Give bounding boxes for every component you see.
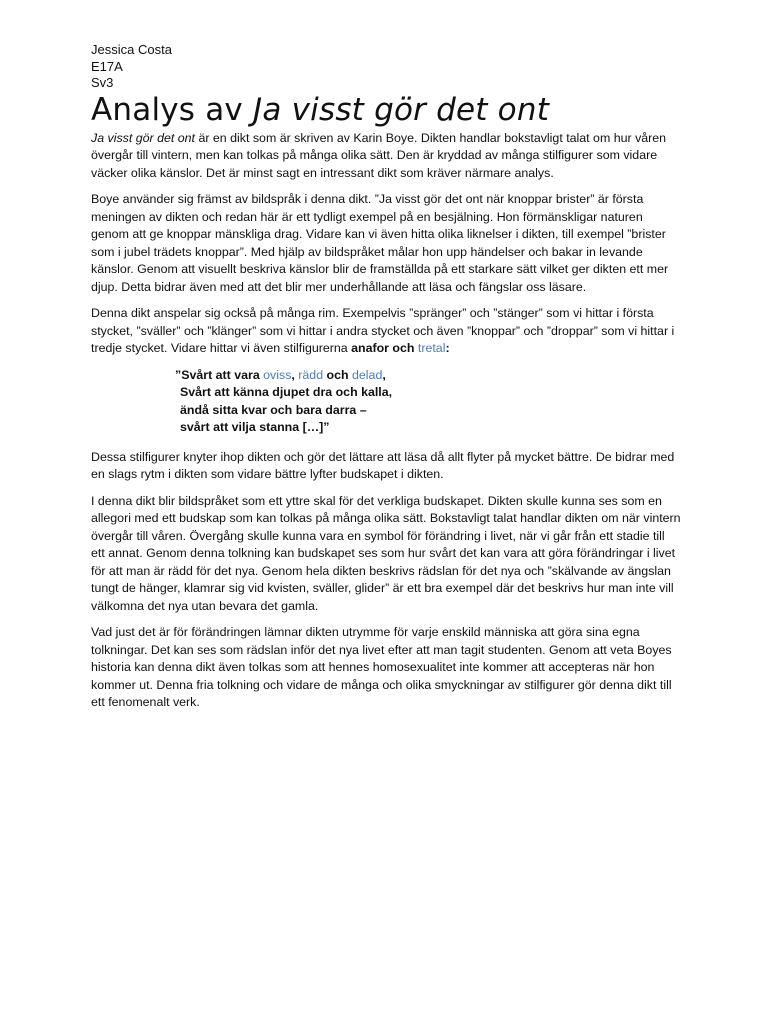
term-colon: : — [445, 341, 450, 355]
quote-line-4: svårt att vilja stanna […]” — [180, 420, 330, 434]
paragraph-stylistic-effect: Dessa stilfigurer knyter ihop dikten och gör det lättare att läsa då allt flyter på mycket bättre. De bidrar med en slags rytm i dikten som vidare bättre lyfter budskapet i dikten. — [91, 449, 675, 481]
paragraph-rhymes — [91, 305, 681, 358]
title-poem-name: Ja visst gör det ont — [253, 91, 550, 128]
author-name: Jessica Costa — [91, 42, 172, 57]
document-title — [91, 92, 681, 128]
paragraph-rhymes-text: Denna dikt anspelar sig också på många rim. Exempelvis ”spränger” och ”stänger” som vi hittar i första stycket, ”sväller” och ”klänger” som vi hittar i andra stycket och även ”knoppar” och ”droppar” som vi hittar i tredje stycket. Vidare hittar vi även stilfigurerna — [91, 306, 675, 355]
quote-line-3: ändå sitta kvar och bara darra – — [180, 402, 367, 417]
quote-line-1: ”Svårt att vara oviss, rädd och delad, — [175, 367, 386, 382]
title-prefix: Analys av — [91, 91, 254, 128]
quote-line-2: Svårt att känna djupet dra och kalla, — [180, 385, 393, 399]
course-code: Sv3 — [91, 75, 114, 90]
term-anafor: anafor — [351, 341, 389, 355]
poem-quote — [175, 367, 681, 437]
paragraph-imagery: Boye använder sig främst av bildspråk i denna dikt. ”Ja visst gör det ont när knoppar brister” är första meningen av dikten och redan här är ett tydligt exempel på en besjälning. Hon förmänskligar naturen genom att ge knoppar mänskliga drag. Vidare kan vi även hitta olika liknelser i dikten, till exempel ”brister som i jubel trädets knoppar”. Med hjälp av bildspråket målar hon upp händelser och bakar in levande känslor. Genom att visuellt beskriva känslor blir de framställda på ett starkare sätt vilket ger dikten ett mer djup. Detta bidrar även med att det blir mer underhållande att läsa och fängslar oss läsare. — [91, 192, 669, 294]
poem-name-italic: Ja visst gör det ont — [91, 130, 195, 145]
quote-word-oviss: oviss — [263, 367, 292, 382]
quote-word-delad: delad — [352, 367, 383, 382]
document-body — [91, 42, 681, 721]
class-code: E17A — [91, 58, 123, 74]
term-conjunction: och — [388, 341, 418, 355]
paragraph-intro-text: är en dikt som är skriven av Karin Boye. Dikten handlar bokstavligt talat om hur våren övergår till vintern, men kan tolkas på många olika sätt. Den är kryddad av många stilfigurer som vidare väcker olika känslor. Det är minst sagt en intressant dikt som kräver närmare analys. — [91, 130, 667, 180]
paragraph-allegory: I denna dikt blir bildspråket som ett yttre skal för det verkliga budskapet. Dikten skulle kunna ses som en allegori med ett budskap som kan tolkas på många olika sätt. Bokstavligt talat handlar dikten om när vintern övergår till våren. Övergång skulle kunna vara en symbol för förändring i livet, när vi går från ett stadie till ett annat. Genom denna tolkning kan budskapet ses som hur svårt det kan vara att göra förändringar i livet för att man är rädd för det nya. Genom hela dikten beskrivs rädslan för det nya och ”skälvande av ängslan tungt de hänger, klamrar sig vid kvisten, sväller, glider” är ett bra exempel där det beskrivs hur man inte vill välkomna det nya utan bevara det gamla. — [91, 493, 681, 613]
paragraph-conclusion: Vad just det är för förändringen lämnar dikten utrymme för varje enskild människa att göra sina egna tolkningar. Det kan ses som rädslan inför det nya livet efter att man tagit studenten. Genom att veta Boyes historia kan denna dikt även tolkas som att hennes homosexualitet inte kommer att accepteras när hon kommer ut. Denna fria tolkning och vidare de många och olika smyckningar av stilfigurer gör denna dikt till ett fenomenalt verk. — [91, 625, 672, 709]
paragraph-intro — [91, 130, 681, 183]
quote-word-radd: rädd — [298, 367, 324, 382]
term-tretal: tretal — [417, 341, 446, 355]
